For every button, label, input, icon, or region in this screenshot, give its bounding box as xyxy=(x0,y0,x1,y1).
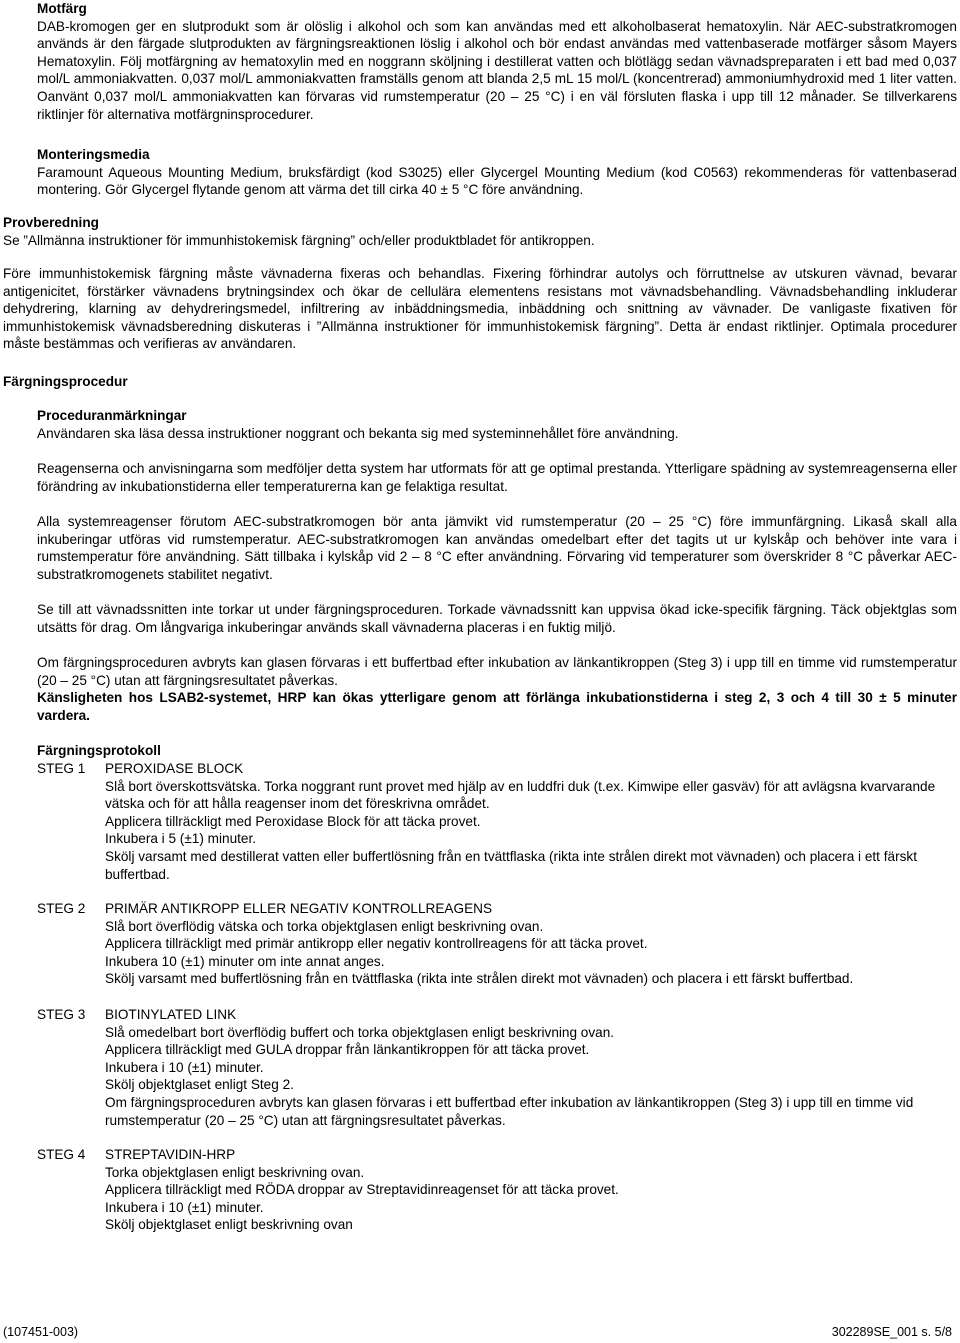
protocol-step-1 xyxy=(37,760,957,883)
step-line: Inkubera i 5 (±1) minuter. xyxy=(105,831,257,847)
section-provberedning-body xyxy=(3,265,957,353)
section-monteringsmedia xyxy=(37,146,957,199)
footer-left: (107451-003) xyxy=(3,1325,79,1339)
procedure-para-5 xyxy=(37,654,957,724)
text-motfarg: DAB-kromogen ger en slutprodukt som är olöslig i alkohol och som kan användas med ett alkoholbaserat hematoxylin. När AEC-substratkromogen används är den färgade slutprodukten av färgningsreaktionen löslig i alkohol och bör endast användas med vattenbaserade motfärger såsom Mayers Hematoxylin. Följ motfärgning av hematoxylin med en noggrann sköljning i destillerat vatten och blötlägg sedan vävnadspreparaten i ett bad med 0,037 mol/L ammoniakvatten. 0,037 mol/L ammoniakvatten framställs genom att blanda 2,5 mL 15 mol/L (koncentrerad) ammoniumhydroxid med 1 liter vatten. Oanvänt 0,037 mol/L ammoniakvatten kan förvaras vid rumstemperatur (20 – 25 °C) i en väl försluten flaska i upp till 12 månader. Se tillverkarens riktlinjer för alternativa motfärgninsprocedurer. xyxy=(37,18,957,122)
step-label: STEG 1 xyxy=(37,761,86,776)
procedure-para-4 xyxy=(37,601,957,636)
step-label: STEG 2 xyxy=(37,901,86,916)
procedure-para-2 xyxy=(37,460,957,495)
section-provberedning xyxy=(3,214,957,249)
text-procedure-3: Alla systemreagenser förutom AEC-substratkromogen bör anta jämvikt vid rumstemperatur (20 – 25 °C) före immunfärgning. Likaså skall alla inkuberingar utföras vid rumstemperatur. AEC-substratkromogen kan användas omedelbart efter det tagits ut ur kylskåp och behöver inte vara i rumstemperatur före användning. Sätt tillbaka i kylskåp vid 2 – 8 °C efter användning. Förvaring vid temperaturer som överskrider 8 °C påverkar AEC-substratkromogenets stabilitet negativt. xyxy=(37,514,957,582)
step-line: Inkubera i 10 (±1) minuter. xyxy=(105,1199,264,1215)
step-line: Inkubera 10 (±1) minuter om inte annat anges. xyxy=(105,953,385,969)
text-procedure-1: Användaren ska läsa dessa instruktioner noggrant och bekanta sig med systeminnehållet före användning. xyxy=(37,425,679,441)
section-proceduranmarkningar xyxy=(37,407,957,442)
footer-right: 302289SE_001 s. 5/8 xyxy=(831,1325,952,1339)
protocol-step-3 xyxy=(37,1006,957,1129)
step-lines xyxy=(105,1164,957,1234)
step-line: Applicera tillräckligt med primär antikropp eller negativ kontrollreagens för att täcka provet. xyxy=(105,936,648,952)
step-line: Slå omedelbart bort överflödig buffert och torka objektglasen enligt beskrivning ovan. xyxy=(105,1024,615,1040)
section-motfarg xyxy=(37,0,957,123)
step-line: Torka objektglasen enligt beskrivning ovan. xyxy=(105,1164,365,1180)
heading-monteringsmedia: Monteringsmedia xyxy=(37,147,150,162)
heading-provberedning: Provberedning xyxy=(3,215,99,230)
text-procedure-5: Om färgningsproceduren avbryts kan glasen förvaras i ett buffertbad efter inkubation av länkantikroppen (Steg 3) i upp till en timme vid rumstemperatur (20 – 25 °C) utan att färgningsresultatet påverkas. xyxy=(37,655,957,688)
heading-proceduranmarkningar: Proceduranmärkningar xyxy=(37,408,187,423)
step-title: BIOTINYLATED LINK xyxy=(105,1007,237,1022)
step-line: Skölj varsamt med destillerat vatten eller buffertlösning från en tvättflaska (rikta inte strålen direkt mot vävnaden) och placera i ett färskt buffertbad. xyxy=(105,848,917,882)
section-fargningsprotokoll xyxy=(37,742,957,760)
step-title: STREPTAVIDIN-HRP xyxy=(105,1147,236,1162)
protocol-step-4 xyxy=(37,1146,957,1234)
step-line: Slå bort överflödig vätska och torka objektglasen enligt beskrivning ovan. xyxy=(105,918,544,934)
step-lines xyxy=(105,918,957,988)
step-lines xyxy=(105,778,957,884)
text-provberedning-2: Före immunhistokemisk färgning måste vävnaderna fixeras och behandlas. Fixering förhindrar autolys och förruttnelse av utskuren vävnad, bevarar antigenicitet, förstärker vävnadens brytningsindex och ökar de cellulära elementens resistans mot vävnadsbehandling. Vävnadsbehandling inkluderar dehydrering, klarning av dehydreringsmedel, infiltrering av inbäddningsmedia, inbäddning och snittning av vävnader. De vanligaste fixativen för immunhistokemisk vävnadsberedning diskuteras i ”Allmänna instruktioner för immunhistokemisk färgning”. Detta är endast riktlinjer. Optimala procedurer måste bestämmas och verifieras av användaren. xyxy=(3,266,957,352)
step-lines xyxy=(105,1024,957,1130)
step-line: Skölj objektglaset enligt beskrivning ovan xyxy=(105,1217,353,1233)
text-monteringsmedia: Faramount Aqueous Mounting Medium, bruksfärdigt (kod S3025) eller Glycergel Mounting Medium (kod C0563) rekommenderas för vattenbaserad montering. Gör Glycergel flytande genom att värma det till cirka 40 ± 5 °C före användning. xyxy=(37,164,957,198)
step-title: PRIMÄR ANTIKROPP ELLER NEGATIV KONTROLLREAGENS xyxy=(105,901,493,916)
heading-fargningsprotokoll: Färgningsprotokoll xyxy=(37,743,161,758)
protocol-step-2 xyxy=(37,900,957,988)
step-line: Inkubera i 10 (±1) minuter. xyxy=(105,1059,264,1075)
text-provberedning-1: Se ”Allmänna instruktioner för immunhistokemisk färgning” och/eller produktbladet för antikroppen. xyxy=(3,232,595,248)
step-label: STEG 3 xyxy=(37,1007,86,1022)
text-procedure-6-bold: Känsligheten hos LSAB2-systemet, HRP kan ökas ytterligare genom att förlänga inkubationstiderna i steg 2, 3 och 4 till 30 ± 5 minuter vardera. xyxy=(37,690,957,723)
heading-motfarg: Motfärg xyxy=(37,1,87,16)
step-line: Applicera tillräckligt med RÖDA droppar av Streptavidinreagenset för att täcka provet. xyxy=(105,1182,619,1198)
text-procedure-2: Reagenserna och anvisningarna som medföljer detta system har utformats för att ge optimal prestanda. Ytterligare spädning av systemreagenserna eller förändring av inkubationstiderna eller temperaturerna kan ge felaktiga resultat. xyxy=(37,461,957,494)
step-line: Applicera tillräckligt med Peroxidase Block för att täcka provet. xyxy=(105,813,481,829)
step-line: Om färgningsproceduren avbryts kan glasen förvaras i ett buffertbad efter inkubation av länkantikroppen (Steg 3) i upp till en timme vid rumstemperatur (20 – 25 °C) utan att färgningsresultatet påverkas. xyxy=(105,1094,914,1128)
heading-fargningsprocedur: Färgningsprocedur xyxy=(3,374,128,389)
step-title: PEROXIDASE BLOCK xyxy=(105,761,244,776)
text-procedure-4: Se till att vävnadssnitten inte torkar ut under färgningsproceduren. Torkade vävnadssnitt kan uppvisa ökad icke-specifik färgning. Täck objektglas som utsätts för drag. Om långvariga inkuberingar används skall vävnaderna placeras i en fuktig miljö. xyxy=(37,602,957,635)
step-line: Slå bort överskottsvätska. Torka noggrant runt provet med hjälp av en luddfri duk (t.ex. Kimwipe eller gasväv) för att avlägsna kvarvarande vätska och för att hålla reagenser inom det föreskrivna området. xyxy=(105,778,936,812)
section-fargningsprocedur xyxy=(3,373,957,391)
procedure-para-3 xyxy=(37,513,957,583)
step-line: Skölj varsamt med buffertlösning från en tvättflaska (rikta inte strålen direkt mot vävnaden) och placera i ett färskt buffertbad. xyxy=(105,971,854,987)
step-line: Applicera tillräckligt med GULA droppar från länkantikroppen för att täcka provet. xyxy=(105,1042,590,1058)
step-line: Skölj objektglaset enligt Steg 2. xyxy=(105,1077,294,1093)
step-label: STEG 4 xyxy=(37,1147,86,1162)
